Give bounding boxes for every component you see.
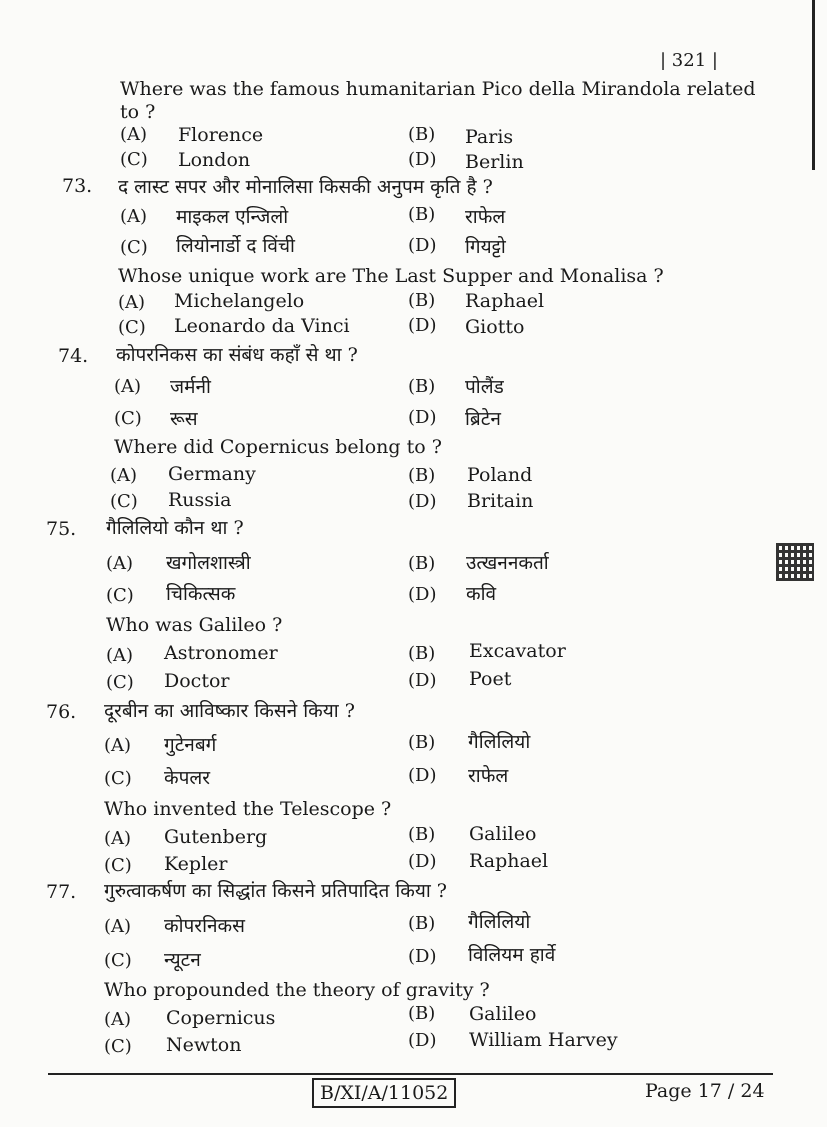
option-d-hi: गियट्टो [465,236,506,258]
option-a-hi: खगोलशास्त्री [166,552,251,574]
option-label: (C) [104,950,132,971]
option-c-hi: केपलर [164,767,211,789]
option-b-en: Raphael [465,290,545,312]
option-a-hi: गुटेनबर्ग [164,734,217,756]
option-label: (C) [106,672,134,693]
option-a-hi: जर्मनी [170,376,211,398]
option-label: (D) [408,407,437,428]
option-d-en: Berlin [465,151,524,173]
question-77-en-text: Who propounded the theory of gravity ? [104,979,490,1001]
option-label: (C) [104,1036,132,1057]
page-number: Page 17 / 24 [645,1080,765,1102]
option-b-en: Excavator [469,640,566,662]
option-c-hi: चिकित्सक [166,583,236,605]
option-label: (D) [408,765,437,786]
option-label: (A) [120,206,148,227]
option-b-en: Paris [465,126,514,148]
option-label: (C) [106,585,134,606]
option-label: (C) [104,768,132,789]
paper-code: B/XI/A/11052 [312,1078,456,1108]
question-73-hi-text: द लास्ट सपर और मोनालिसा किसकी अनुपम कृति है ? [118,176,493,198]
option-label: (D) [408,584,437,605]
option-label: (B) [408,124,436,145]
option-label: (B) [408,204,436,225]
option-a-hi: माइकल एन्जिलो [176,206,289,228]
option-label: (B) [408,465,436,486]
option-a-en: Astronomer [164,642,278,664]
question-75-en-text: Who was Galileo ? [106,614,283,636]
option-c-en: London [178,149,251,171]
option-a-en: Germany [168,463,256,485]
option-c-hi: न्यूटन [164,949,201,971]
page-marker: | 321 | [660,50,718,71]
option-d-en: Britain [467,490,534,512]
option-c-hi: रूस [170,408,198,430]
option-label: (C) [118,317,146,338]
option-d-hi: विलियम हार्वे [468,944,556,966]
option-c-en: Doctor [164,670,230,692]
option-label: (A) [118,292,146,313]
option-label: (C) [120,149,148,170]
option-c-en: Newton [166,1034,242,1056]
option-c-en: Russia [168,489,232,511]
question-72-en-text-cont: to ? [120,101,156,123]
question-number: 73. [62,175,93,197]
option-label: (A) [110,465,138,486]
option-label: (D) [408,491,437,512]
option-label: (A) [104,735,132,756]
option-c-en: Kepler [164,853,228,875]
option-label: (A) [104,1009,132,1030]
option-d-en: William Harvey [469,1029,618,1051]
option-label: (A) [106,553,134,574]
option-label: (B) [408,553,436,574]
option-label: (B) [408,913,436,934]
option-b-hi: उत्खननकर्ता [466,552,549,574]
question-75-hi-text: गैलिलियो कौन था ? [106,517,244,539]
option-label: (A) [104,916,132,937]
question-number: 77. [46,881,77,903]
option-label: (B) [408,824,436,845]
option-label: (B) [408,290,436,311]
option-a-en: Gutenberg [164,826,268,848]
option-a-en: Michelangelo [174,290,305,312]
option-label: (B) [408,1003,436,1024]
option-a-en: Copernicus [166,1007,276,1029]
option-c-hi: लियोनार्डो द विंची [176,235,295,257]
option-b-en: Galileo [469,1003,537,1025]
question-76-en-text: Who invented the Telescope ? [104,798,392,820]
option-label: (D) [408,235,437,256]
option-label: (D) [408,851,437,872]
option-b-hi: पोलैंड [465,376,504,398]
option-label: (B) [408,732,436,753]
question-77-hi-text: गुरुत्वाकर्षण का सिद्धांत किसने प्रतिपादित किया ? [104,880,447,902]
qr-code [776,543,814,581]
option-label: (A) [114,376,142,397]
question-72-en-text: Where was the famous humanitarian Pico della Mirandola related [120,78,756,100]
question-73-en-text: Whose unique work are The Last Supper and Monalisa ? [118,265,664,287]
option-label: (C) [104,855,132,876]
option-label: (B) [408,376,436,397]
scan-edge-bar [812,0,815,170]
option-label: (A) [120,124,148,145]
question-number: 74. [58,345,89,367]
question-74-en-text: Where did Copernicus belong to ? [114,436,442,458]
option-label: (A) [106,645,134,666]
option-c-en: Leonardo da Vinci [174,315,350,337]
option-label: (D) [408,1030,437,1051]
option-label: (C) [114,408,142,429]
option-d-en: Raphael [469,850,549,872]
option-a-hi: कोपरनिकस [164,915,245,937]
option-b-hi: गैलिलियो [468,911,531,933]
option-d-hi: ब्रिटेन [465,408,501,430]
option-label: (A) [104,828,132,849]
option-b-en: Poland [467,464,533,486]
option-d-hi: कवि [466,583,497,605]
option-label: (C) [120,237,148,258]
option-b-hi: गैलिलियो [468,731,531,753]
option-d-hi: राफेल [468,765,509,787]
option-label: (D) [408,670,437,691]
option-label: (C) [110,491,138,512]
option-label: (D) [408,315,437,336]
option-a-en: Florence [178,124,264,146]
option-label: (D) [408,946,437,967]
option-d-en: Giotto [465,316,525,338]
option-d-en: Poet [469,668,512,690]
option-label: (B) [408,643,436,664]
question-number: 75. [46,518,77,540]
option-label: (D) [408,149,437,170]
option-b-hi: राफेल [465,206,506,228]
footer-rule [48,1073,773,1075]
question-76-hi-text: दूरबीन का आविष्कार किसने किया ? [104,700,355,722]
question-number: 76. [46,701,77,723]
question-74-hi-text: कोपरनिकस का संबंध कहाँ से था ? [116,344,358,366]
option-b-en: Galileo [469,823,537,845]
